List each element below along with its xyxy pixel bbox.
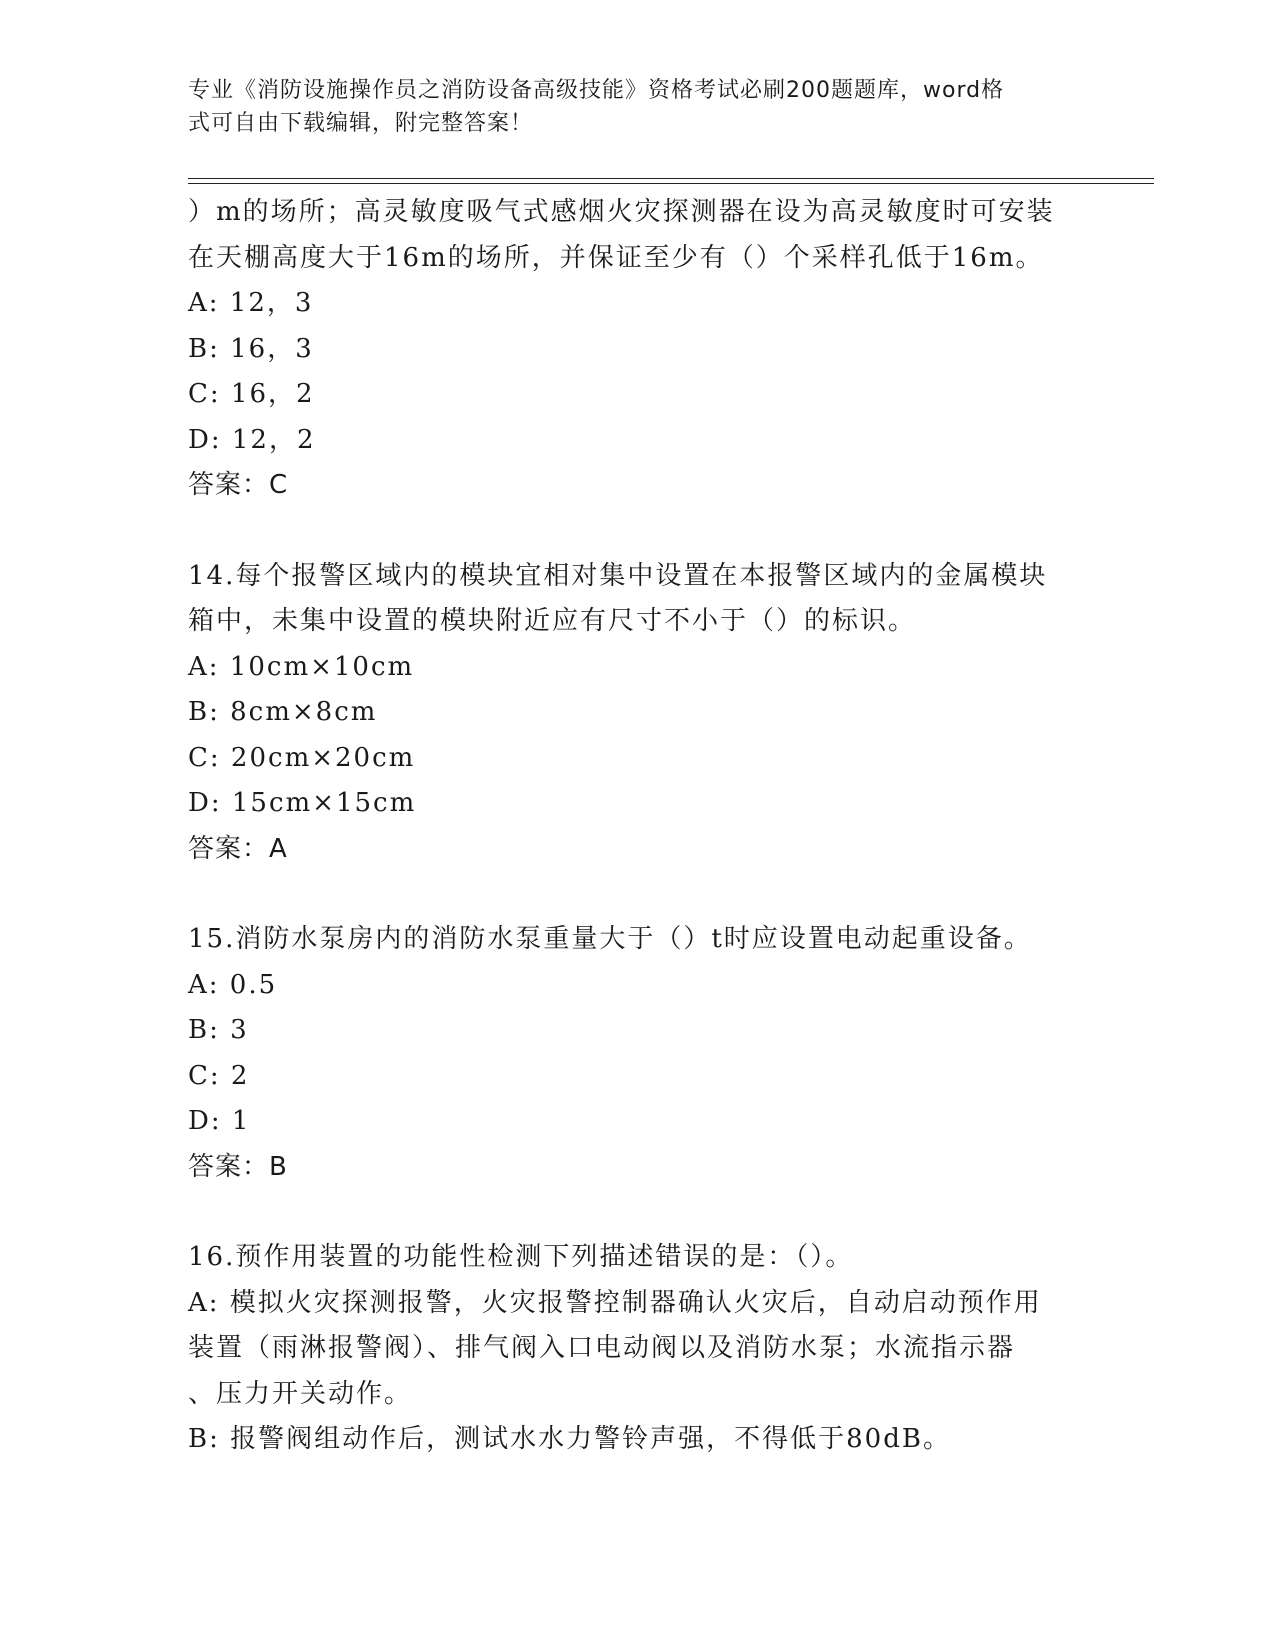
answer-line: 答案：B (188, 1151, 288, 1182)
option-d: D: 1 (188, 1106, 251, 1136)
option-d: D: 12，2 (188, 424, 316, 455)
question-list (188, 190, 1088, 1463)
option-d: D: 15cm×15cm (188, 788, 417, 818)
answer-line: 答案：A (188, 833, 288, 864)
option-c: C: 16，2 (188, 379, 315, 409)
question-15 (188, 917, 1088, 1190)
header-divider-bottom (188, 183, 1154, 184)
header-line-1: 专业《消防设施操作员之消防设备高级技能》资格考试必刷200题题库，word格 (188, 78, 1005, 103)
option-b: B: 3 (188, 1015, 249, 1045)
header-line-2: 式可自由下载编辑，附完整答案！ (188, 111, 534, 136)
option-a: A: 12，3 (188, 288, 314, 318)
option-a-continued: 装置（雨淋报警阀）、排气阀入口电动阀以及消防水泵；水流指示器 (188, 1333, 1016, 1363)
answer-line: 答案：C (188, 470, 289, 500)
question-text-line: 箱中，未集中设置的模块附近应有尺寸不小于（）的标识。 (188, 606, 917, 636)
option-a: A: 10cm×10cm (188, 651, 415, 682)
option-c: C: 20cm×20cm (188, 742, 416, 773)
option-a-continued: 、压力开关动作。 (188, 1378, 413, 1409)
question-13-continued (188, 190, 1088, 509)
option-a: A: 0.5 (188, 969, 278, 1000)
header-divider-top (188, 178, 1154, 179)
question-16 (188, 1235, 1088, 1463)
option-c: C: 2 (188, 1060, 250, 1091)
option-b: B: 报警阀组动作后，测试水水力警铃声强，不得低于80dB。 (188, 1424, 951, 1454)
option-a: A: 模拟火灾探测报警，火灾报警控制器确认火灾后，自动启动预作用 (188, 1287, 1042, 1318)
question-text-line: 16.预作用装置的功能性检测下列描述错误的是：（）。 (188, 1242, 854, 1272)
option-b: B: 8cm×8cm (188, 697, 378, 727)
document-header (188, 74, 1068, 140)
question-text-line: 14.每个报警区域内的模块宜相对集中设置在本报警区域内的金属模块 (188, 560, 1048, 591)
question-14 (188, 554, 1088, 873)
question-text-line: 15.消防水泵房内的消防水泵重量大于（）t时应设置电动起重设备。 (188, 924, 1032, 954)
option-b: B: 16，3 (188, 333, 314, 364)
spacer (188, 872, 1088, 917)
question-text-line: ）m的场所；高灵敏度吸气式感烟火灾探测器在设为高灵敏度时可安装 (188, 197, 1055, 227)
spacer (188, 509, 1088, 554)
spacer (188, 1190, 1088, 1235)
question-text-line: 在天棚高度大于16m的场所，并保证至少有（）个采样孔低于16m。 (188, 242, 1044, 273)
